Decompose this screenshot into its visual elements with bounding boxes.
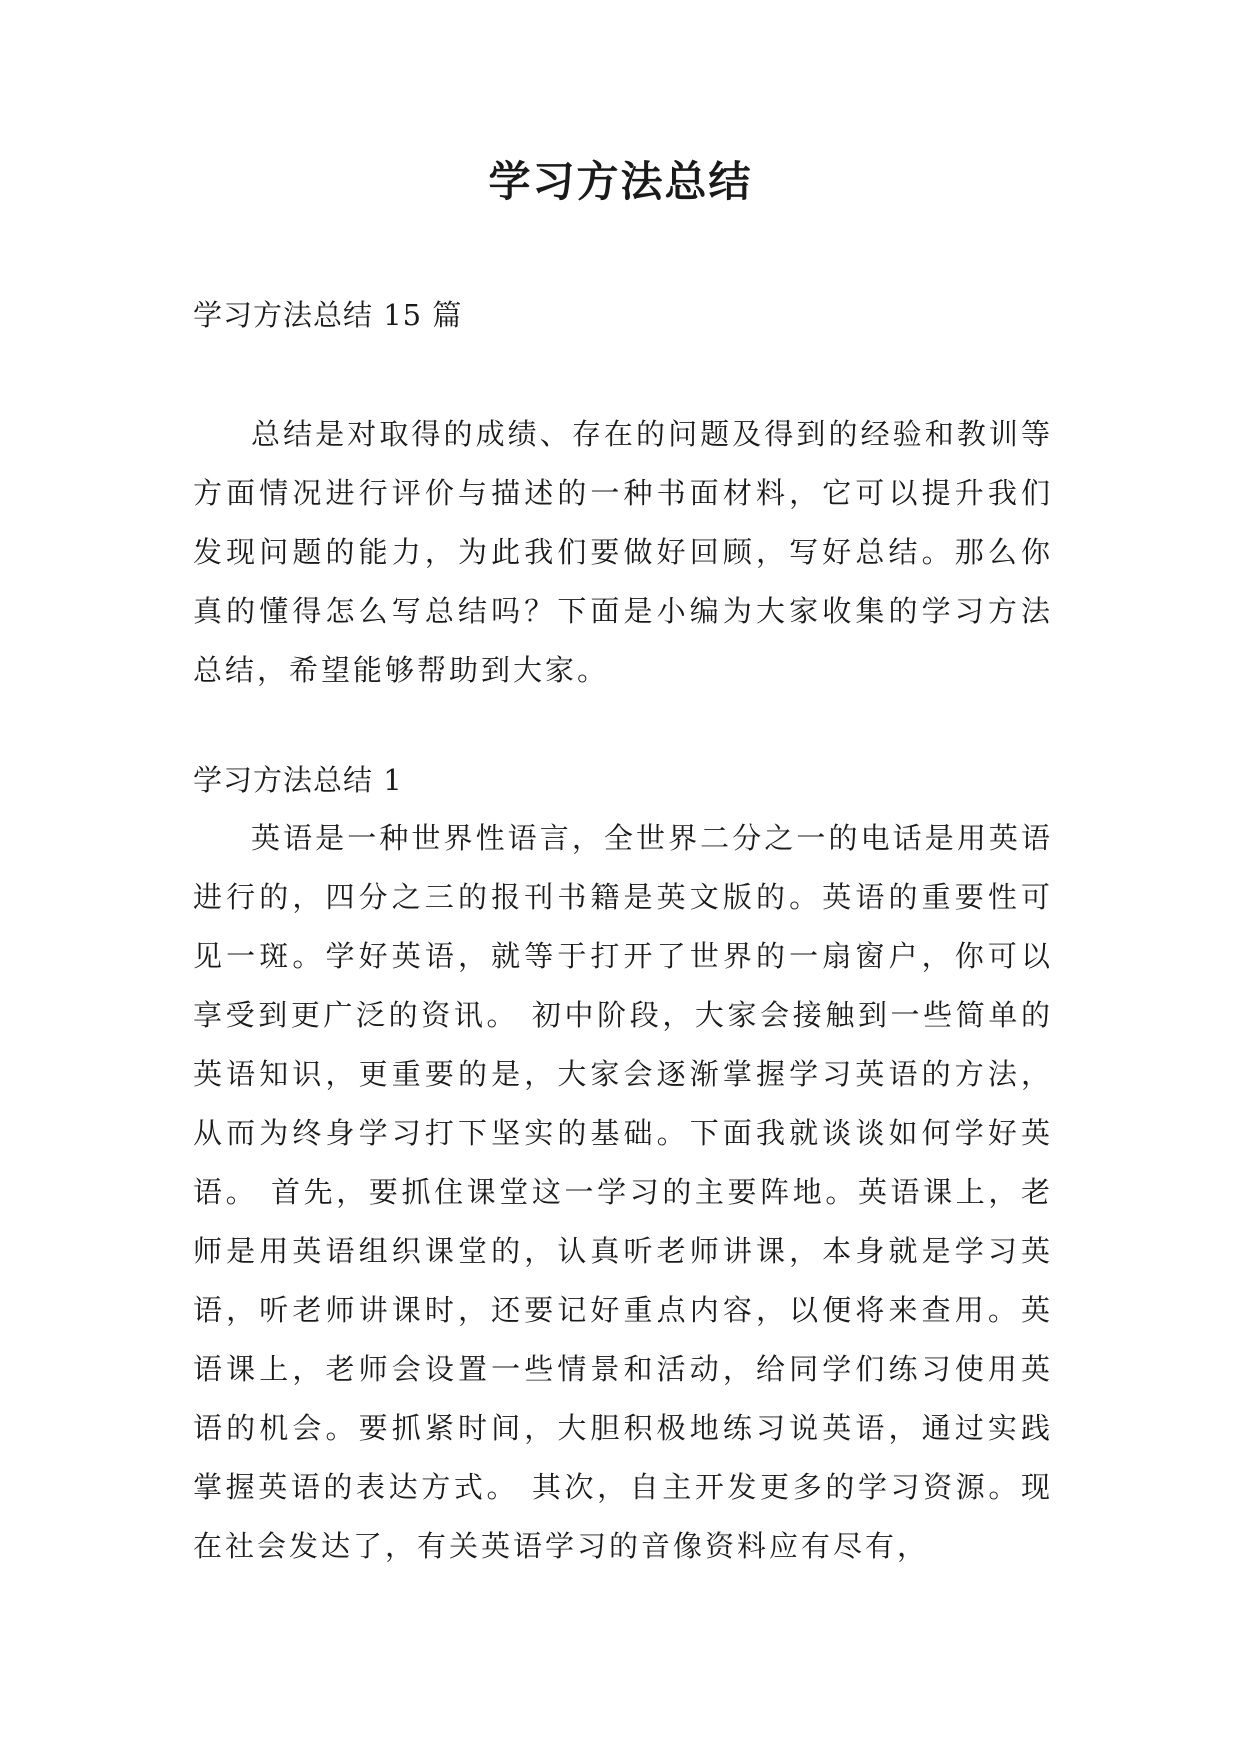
document-subtitle: 学习方法总结 15 篇: [193, 298, 463, 332]
intro-paragraph: 总结是对取得的成绩、存在的问题及得到的经验和教训等方面情况进行评价与描述的一种书面材料，它可以提升我们发现问题的能力，为此我们要做好回顾，写好总结。那么你真的懂得怎么写总结吗？下面是小编为大家收集的学习方法总结，希望能够帮助到大家。: [193, 417, 1053, 687]
document-title: 学习方法总结: [488, 157, 753, 206]
section-body: 英语是一种世界性语言，全世界二分之一的电话是用英语进行的，四分之三的报刊书籍是英文版的。英语的重要性可见一斑。学好英语，就等于打开了世界的一扇窗户，你可以享受到更广泛的资讯。 初中阶段，大家会接触到一些简单的英语知识，更重要的是，大家会逐渐掌握学习英语的方法，从而为终身学习打下坚实的基础。下面我就谈谈如何学好英语。 首先，要抓住课堂这一学习的主要阵地。英语课上，老师是用英语组织课堂的，认真听老师讲课，本身就是学习英语，听老师讲课时，还要记好重点内容，以便将来查用。英语课上，老师会设置一些情景和活动，给同学们练习使用英语的机会。要抓紧时间，大胆积极地练习说英语，通过实践掌握英语的表达方式。 其次，自主开发更多的学习资源。现在社会发达了，有关英语学习的音像资料应有尽有，: [193, 821, 1053, 1563]
section-heading: 学习方法总结 1: [193, 763, 403, 797]
